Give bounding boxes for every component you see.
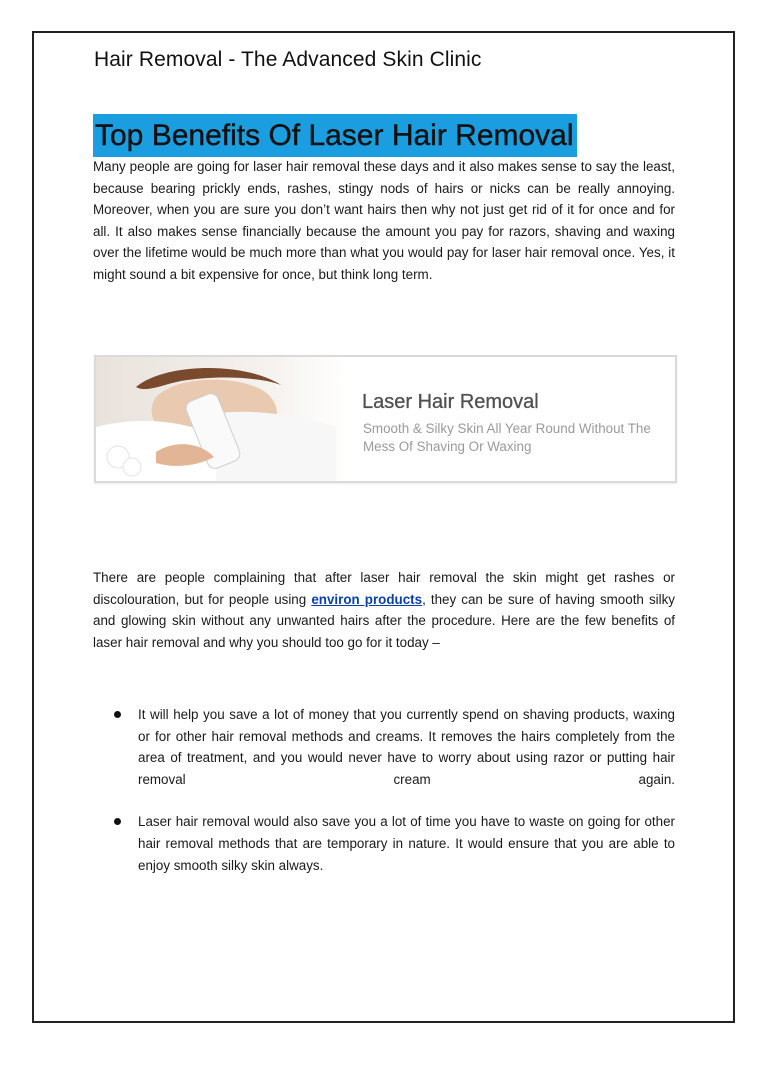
benefits-list	[93, 704, 675, 876]
second-paragraph	[93, 567, 675, 653]
spa-treatment-photo	[96, 357, 346, 481]
banner-subtitle: Smooth & Silky Skin All Year Round Without The Mess Of Shaving Or Waxing	[363, 421, 651, 454]
list-item	[93, 704, 675, 790]
list-item	[93, 811, 675, 876]
bullet-icon	[114, 818, 121, 825]
banner-title: Laser Hair Removal	[362, 391, 539, 413]
intro-paragraph: Many people are going for laser hair removal these days and it also makes sense to say the least, because bearing prickly ends, rashes, stingy nods of hairs or nicks can be really annoying. Moreover, when you are sure you don’t want hairs then why not just get rid of it for once and for all. It also makes sense financially because the amount you pay for razors, shaving and waxing over the lifetime would be much more than what you would pay for laser hair removal once. Yes, it might sound a bit expensive for once, but think long term.	[93, 159, 675, 282]
list-item-text: It will help you save a lot of money that you currently spend on shaving products, waxing or for other hair removal methods and creams. It removes the hairs completely from the area of treatment, and you would never have to worry about using razor or putting hair removal cream again.	[138, 707, 675, 787]
environ-products-link[interactable]: environ products	[311, 591, 423, 607]
paragraph-text: There are people complaining that after laser hair removal the skin might get rashes or discolouration, but for people using	[93, 570, 675, 607]
paragraph-text: , they can be sure of having smooth silky and glowing skin without any unwanted hairs after the procedure. Here are the few benefits of laser hair removal and why you should too go for it today –	[93, 591, 675, 650]
list-item-text: Laser hair removal would also save you a lot of time you have to waste on going for other hair removal methods that are temporary in nature. It would ensure that you are able to enjoy smooth silky skin always.	[138, 814, 675, 873]
document-header-title: Hair Removal - The Advanced Skin Clinic	[94, 48, 482, 71]
bullet-icon	[114, 711, 121, 718]
laser-hair-removal-banner	[94, 355, 677, 483]
article-heading: Top Benefits Of Laser Hair Removal	[93, 114, 577, 157]
